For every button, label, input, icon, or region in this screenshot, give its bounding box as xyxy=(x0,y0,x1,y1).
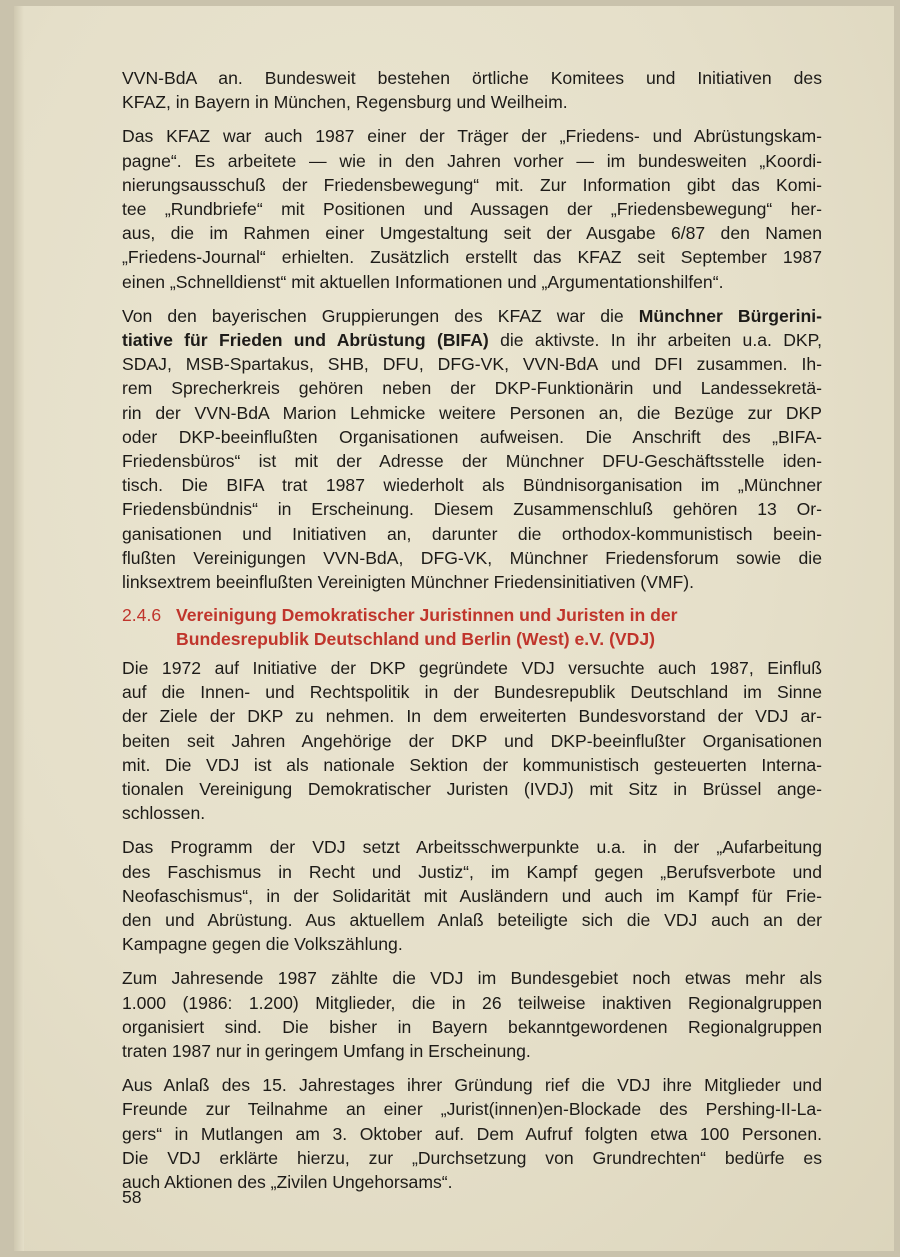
text-line: Kampagne gegen die Volkszählung. xyxy=(122,934,403,955)
section-number: 2.4.6 xyxy=(122,605,162,625)
text-line: ganisationen und Initiativen an, darunter die orthodox-kommunistisch beein- xyxy=(122,523,822,544)
paragraph xyxy=(122,124,822,293)
top-text-section xyxy=(122,66,822,604)
bottom-text-section xyxy=(122,656,822,1204)
paragraph xyxy=(122,1073,822,1194)
text-line: KFAZ, in Bayern in München, Regensburg und Weilheim. xyxy=(122,92,568,113)
text-line: Die 1972 auf Initiative der DKP gegründete VDJ versuchte auch 1987, Einfluß xyxy=(122,658,822,678)
text-line: linksextrem beeinflußten Vereinigten Münchner Friedensinitiativen (VMF). xyxy=(122,572,695,593)
paragraph xyxy=(122,835,822,956)
paragraph-bifa xyxy=(122,304,822,594)
text-line: schlossen. xyxy=(122,803,206,824)
text-line: nierungsausschuß der Friedensbewegung“ mit. Zur Information gibt das Komi- xyxy=(122,174,822,195)
page-number: 58 xyxy=(122,1187,142,1207)
text-line: flußten Vereinigungen VVN-BdA, DFG-VK, Münchner Friedensforum sowie die xyxy=(122,547,822,568)
text-line: Neofaschismus“, in der Solidarität mit Ausländern und auch im Kampf für Frie- xyxy=(122,885,822,906)
text-line: Freunde zur Teilnahme an einer „Jurist(innen)en-Blockade des Pershing-II-La- xyxy=(122,1099,822,1120)
text-line: des Faschismus in Recht und Justiz“, im Kampf gegen „Berufsverbote und xyxy=(122,861,822,882)
text-line: tee „Rundbriefe“ mit Positionen und Aussagen der „Friedensbewegung“ her- xyxy=(122,199,822,220)
organization-name-bold: Münchner Bürgerini- xyxy=(638,305,822,326)
organization-name-bold: tiative für Frieden und Abrüstung (BIFA) xyxy=(122,330,489,351)
text-line: tionalen Vereinigung Demokratischer Juristen (IVDJ) mit Sitz in Brüssel ange- xyxy=(122,779,822,800)
text-line: Aus Anlaß des 15. Jahrestages ihrer Gründung rief die VDJ ihre Mitglieder und xyxy=(122,1075,822,1096)
text-line: VVN-BdA an. Bundesweit bestehen örtliche Komitees und Initiativen des xyxy=(122,68,822,88)
text-line: der Ziele der DKP zu nehmen. In dem erweiterten Bundesvorstand der VDJ ar- xyxy=(122,706,822,727)
text-line: aus, die im Rahmen einer Umgestaltung seit der Ausgabe 6/87 den Namen xyxy=(122,223,822,244)
text-line: rem Sprecherkreis gehören neben der DKP-Funktionärin und Landessekretä- xyxy=(122,378,822,399)
text-line: „Friedens-Journal“ erhielten. Zusätzlich erstellt das KFAZ seit September 1987 xyxy=(122,247,822,268)
text-line: auf die Innen- und Rechtspolitik in der Bundesrepublik Deutschland im Sinne xyxy=(122,682,822,703)
paragraph xyxy=(122,656,822,825)
section-heading xyxy=(122,603,822,651)
paragraph xyxy=(122,966,822,1063)
text-line xyxy=(122,304,822,328)
text-line: Zum Jahresende 1987 zählte die VDJ im Bundesgebiet noch etwas mehr als xyxy=(122,968,822,989)
text-line: Friedensbüros“ ist mit der Adresse der Münchner DFU-Geschäftsstelle iden- xyxy=(122,451,822,472)
text-line: oder DKP-beeinflußten Organisationen aufweisen. Die Anschrift des „BIFA- xyxy=(122,426,822,447)
section-title-line-1: Vereinigung Demokratischer Juristinnen und Juristen in der xyxy=(176,605,678,625)
text-line: gers“ in Mutlangen am 3. Oktober auf. Dem Aufruf folgten etwa 100 Personen. xyxy=(122,1123,822,1144)
text-line xyxy=(122,328,822,352)
section-title-line-2: Bundesrepublik Deutschland und Berlin (West) e.V. (VDJ) xyxy=(176,629,656,650)
text-line: traten 1987 nur in geringem Umfang in Erscheinung. xyxy=(122,1041,531,1062)
text-line: tisch. Die BIFA trat 1987 wiederholt als Bündnisorganisation im „Münchner xyxy=(122,475,822,496)
paragraph xyxy=(122,66,822,114)
text-line: den und Abrüstung. Aus aktuellem Anlaß beteiligte sich die VDJ auch an der xyxy=(122,910,822,931)
text-line: beiten seit Jahren Angehörige der DKP und DKP-beeinflußter Organisationen xyxy=(122,730,822,751)
text-line: Die VDJ erklärte hierzu, zur „Durchsetzung von Grundrechten“ bedürfe es xyxy=(122,1147,822,1168)
text-run: die aktivste. In ihr arbeiten u.a. DKP, xyxy=(488,330,822,351)
text-line: rin der VVN-BdA Marion Lehmicke weitere Personen an, die Bezüge zur DKP xyxy=(122,402,822,423)
text-line: Friedensbündnis“ in Erscheinung. Diesem Zusammenschluß gehören 13 Or- xyxy=(122,499,822,520)
text-line: mit. Die VDJ ist als nationale Sektion der kommunistisch gesteuerten Interna- xyxy=(122,754,822,775)
text-line: 1.000 (1986: 1.200) Mitglieder, die in 26 teilweise inaktiven Regionalgruppen xyxy=(122,992,822,1013)
text-line: pagne“. Es arbeitete — wie in den Jahren vorher — im bundesweiten „Koordi- xyxy=(122,150,822,171)
text-line: Das Programm der VDJ setzt Arbeitsschwerpunkte u.a. in der „Aufarbeitung xyxy=(122,837,822,858)
text-line: organisiert sind. Die bisher in Bayern bekanntgewordenen Regionalgruppen xyxy=(122,1016,822,1037)
page-binding-edge xyxy=(14,6,24,1251)
text-run: Von den bayerischen Gruppierungen des KFAZ war die xyxy=(122,305,639,326)
text-line: SDAJ, MSB-Spartakus, SHB, DFU, DFG-VK, VVN-BdA und DFI zusammen. Ih- xyxy=(122,354,822,375)
text-line: Das KFAZ war auch 1987 einer der Träger der „Friedens- und Abrüstungskam- xyxy=(122,126,822,147)
text-line: auch Aktionen des „Zivilen Ungehorsams“. xyxy=(122,1172,453,1193)
text-line: einen „Schnelldienst“ mit aktuellen Informationen und „Argumentationshilfen“. xyxy=(122,271,724,292)
